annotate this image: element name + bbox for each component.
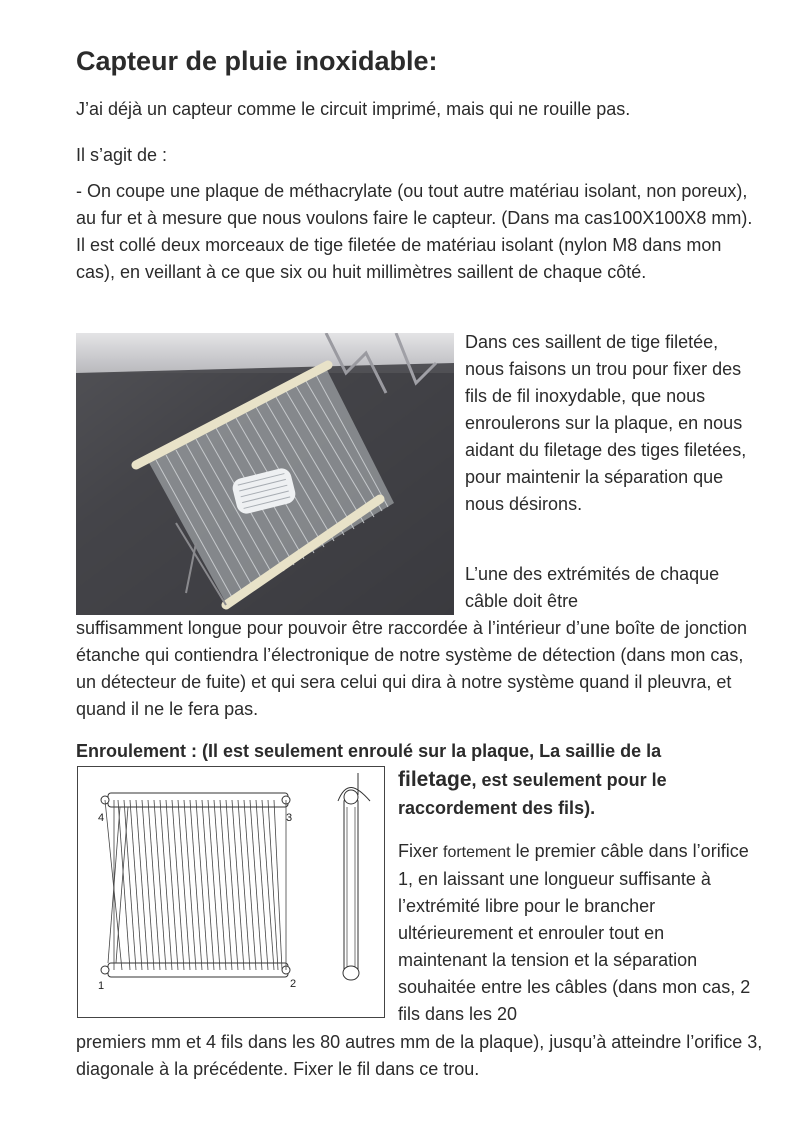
hole-label-3: 3 [286, 812, 293, 824]
para3-continued: suffisamment longue pour pouvoir être raccordée à l’intérieur d’une boîte de jonction étanche qui contiendra l’électronique de notre système de détection (dans mon cas, un détecteur de fuite) et qui sera celui qui dira à notre système quand il pleuvra, et quand il ne le fera pas. [76, 618, 748, 719]
heading-filetage: filetage [398, 768, 472, 791]
para2-wrapped: Dans ces saillent de tige filetée, nous faisons un trou pour fixer des fils de fil inoxydable, que nous enroulerons sur la plaque, en nous aidant du filetage des tiges filetées, pour maintenir la séparation que nous désirons. [465, 332, 747, 514]
para4-wrapped [398, 838, 758, 1028]
hole-label-4: 4 [98, 812, 105, 824]
para4-continued: premiers mm et 4 fils dans les 80 autres mm de la plaque), jusqu’à atteindre l’orifice 3, diagonale à la précédente. Fixer le fil dans ce trou. [76, 1032, 763, 1079]
lead-paragraph: Il s’agit de : [76, 145, 168, 165]
hole-label-2: 2 [290, 978, 297, 990]
winding-diagram [77, 766, 385, 1018]
para4-fortement: fortement [443, 844, 511, 861]
para4-start: Fixer [398, 841, 443, 861]
step1-paragraph: - On coupe une plaque de méthacrylate (ou tout autre matériau isolant, non poreux), au fur et à mesure que nous voulons faire le capteur. (Dans ma cas100X100X8 mm). Il est collé deux morceaux de tige filetée de matériau isolant (nylon M8 dans mon cas), en veillant à ce que six ou huit millimètres saillent de chaque côté. [76, 181, 753, 282]
page-title: Capteur de pluie inoxidable: [76, 46, 438, 76]
section-heading-enroulement: Enroulement : (Il est seulement enroulé sur la plaque, La saillie de la [76, 741, 662, 761]
intro-paragraph: J’ai déjà un capteur comme le circuit imprimé, mais qui ne rouille pas. [76, 99, 631, 119]
para3-wrapped: L’une des extrémités de chaque câble doit être [465, 564, 720, 611]
sensor-photo [76, 333, 454, 615]
para4-rest: le premier câble dans l’orifice 1, en laissant une longueur suffisante à l’extrémité libre pour le brancher ultérieurement et enrouler tout en maintenant la tension et la séparation souhaitée entre les câbles (dans mon cas, 2 fils dans les 20 [398, 841, 751, 1024]
heading-rest: , est seulement pour le raccordement des fils). [398, 770, 667, 818]
hole-label-1: 1 [98, 980, 105, 992]
section-heading-continued [398, 766, 758, 822]
